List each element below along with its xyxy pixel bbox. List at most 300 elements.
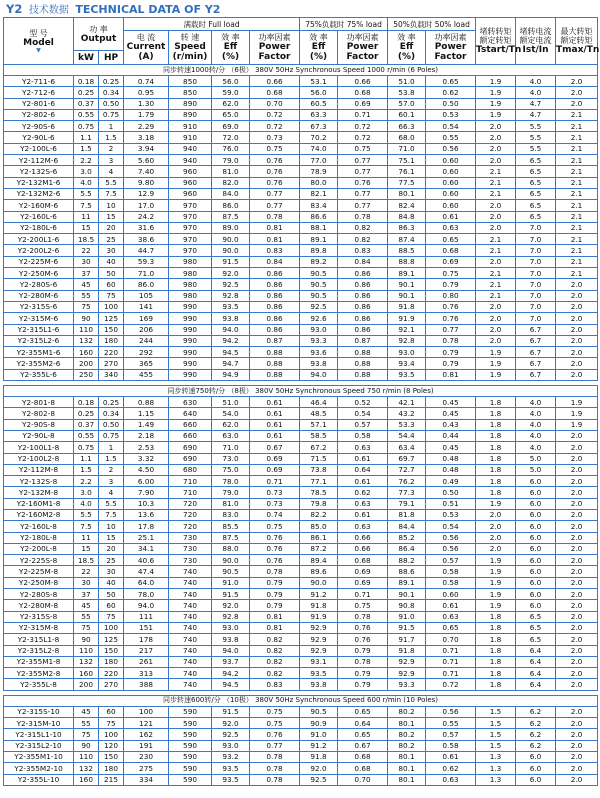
table-cell: 1.5 bbox=[74, 143, 99, 154]
table-cell: 740 bbox=[169, 566, 212, 577]
table-cell: 132 bbox=[74, 763, 99, 774]
table-cell: 7.5 bbox=[74, 200, 99, 211]
table-cell: 75 bbox=[74, 729, 99, 740]
table-row bbox=[4, 555, 598, 566]
table-cell: 5.5 bbox=[74, 188, 99, 199]
table-cell: 89.1 bbox=[300, 234, 338, 245]
table-cell: 0.88 bbox=[338, 347, 388, 358]
table-cell: 38.6 bbox=[124, 234, 169, 245]
table-row bbox=[4, 397, 598, 408]
table-cell: 6.5 bbox=[516, 177, 556, 188]
table-cell: 1.9 bbox=[476, 98, 516, 109]
table-row bbox=[4, 369, 598, 380]
table-cell: 5.5 bbox=[516, 143, 556, 154]
table-cell: 2.0 bbox=[556, 600, 598, 611]
table-cell: 0.52 bbox=[338, 397, 388, 408]
table-row bbox=[4, 464, 598, 475]
table-cell: 0.71 bbox=[250, 476, 300, 487]
model-cell: Y2-90S-8 bbox=[4, 419, 74, 430]
table-cell: 2.0 bbox=[556, 476, 598, 487]
table-cell: 132 bbox=[74, 335, 99, 346]
table-cell: 0.86 bbox=[338, 268, 388, 279]
table-cell: 0.65 bbox=[426, 234, 476, 245]
table-cell: 2.1 bbox=[476, 234, 516, 245]
table-cell: 0.82 bbox=[338, 222, 388, 233]
pf50-header-cn: 功率因素 bbox=[434, 33, 467, 42]
table-cell: 85.2 bbox=[388, 532, 426, 543]
table-cell: 0.50 bbox=[426, 98, 476, 109]
table-cell: 55 bbox=[74, 611, 99, 622]
pf50-header bbox=[426, 31, 476, 65]
table-row bbox=[4, 763, 598, 774]
table-cell: 6.0 bbox=[516, 521, 556, 532]
table-cell: 710 bbox=[169, 487, 212, 498]
table-cell: 313 bbox=[124, 668, 169, 679]
model-cell: Y2-132M1-6 bbox=[4, 177, 74, 188]
table-cell: 4.0 bbox=[516, 87, 556, 98]
table-cell: 2.1 bbox=[556, 211, 598, 222]
table-cell: 2.0 bbox=[556, 729, 598, 740]
table-cell: 1.8 bbox=[476, 611, 516, 622]
table-cell: 0.67 bbox=[250, 442, 300, 453]
table-cell: 590 bbox=[169, 774, 212, 785]
table-cell: 93.4 bbox=[388, 358, 426, 369]
table-cell: 89.4 bbox=[300, 555, 338, 566]
table-row bbox=[4, 476, 598, 487]
model-cell: Y2-160L-6 bbox=[4, 211, 74, 222]
table-cell: 94.0 bbox=[212, 645, 250, 656]
table-cell: 6.0 bbox=[516, 566, 556, 577]
table-cell: 91.9 bbox=[300, 611, 338, 622]
table-cell: 0.66 bbox=[250, 76, 300, 87]
table-cell: 5.5 bbox=[99, 177, 124, 188]
pf-header bbox=[250, 31, 300, 65]
table-cell: 90.1 bbox=[388, 290, 426, 301]
table-cell: 0.75 bbox=[338, 600, 388, 611]
table-cell: 92.8 bbox=[212, 611, 250, 622]
table-cell: 88.8 bbox=[388, 256, 426, 267]
table-cell: 7.0 bbox=[516, 268, 556, 279]
table-cell: 2.0 bbox=[556, 453, 598, 464]
table-row bbox=[4, 256, 598, 267]
eff-header-cn: 效 率 bbox=[221, 33, 240, 42]
table-cell: 2.0 bbox=[476, 200, 516, 211]
table-cell: 92.5 bbox=[212, 729, 250, 740]
table-cell: 30 bbox=[74, 577, 99, 588]
model-cell: Y2-90L-6 bbox=[4, 132, 74, 143]
table-cell: 0.80 bbox=[426, 290, 476, 301]
table-cell: 0.86 bbox=[338, 290, 388, 301]
table-cell: 0.43 bbox=[426, 419, 476, 430]
table-cell: 31.6 bbox=[124, 222, 169, 233]
table-cell: 94.2 bbox=[212, 335, 250, 346]
table-cell: 1.9 bbox=[476, 555, 516, 566]
model-cell: Y2-250M-8 bbox=[4, 577, 74, 588]
table-cell: 6.7 bbox=[516, 324, 556, 335]
table-cell: 45 bbox=[74, 600, 99, 611]
table-cell: 2.1 bbox=[476, 290, 516, 301]
table-cell: 92.1 bbox=[388, 324, 426, 335]
table-cell: 162 bbox=[124, 729, 169, 740]
table-cell: 94.7 bbox=[212, 358, 250, 369]
table-cell: 0.77 bbox=[250, 200, 300, 211]
table-cell: 91.5 bbox=[388, 622, 426, 633]
table-cell: 0.64 bbox=[338, 718, 388, 729]
table-cell: 86.3 bbox=[388, 222, 426, 233]
table-cell: 75 bbox=[99, 718, 124, 729]
table-row bbox=[4, 87, 598, 98]
eff50-header-cn: 效 率 bbox=[397, 33, 416, 42]
model-header-en: Model bbox=[23, 37, 54, 48]
table-cell: 87.4 bbox=[388, 234, 426, 245]
table-cell: 88.1 bbox=[300, 222, 338, 233]
table-cell: 0.63 bbox=[426, 611, 476, 622]
model-cell: Y2-160L-8 bbox=[4, 521, 74, 532]
table-cell: 7.5 bbox=[74, 521, 99, 532]
section-header-row bbox=[4, 386, 598, 397]
table-cell: 15 bbox=[74, 222, 99, 233]
table-cell: 180 bbox=[99, 335, 124, 346]
table-cell: 740 bbox=[169, 679, 212, 690]
table-row bbox=[4, 132, 598, 143]
table-cell: 4 bbox=[99, 487, 124, 498]
table-cell: 270 bbox=[99, 679, 124, 690]
table-cell: 2.0 bbox=[476, 143, 516, 154]
table-cell: 80.1 bbox=[388, 774, 426, 785]
table-cell: 740 bbox=[169, 577, 212, 588]
table-cell: 25 bbox=[99, 555, 124, 566]
table-cell: 275 bbox=[124, 763, 169, 774]
pf50-header-en2: Factor bbox=[434, 52, 467, 62]
table-cell: 710 bbox=[169, 476, 212, 487]
table-cell: 54.4 bbox=[388, 430, 426, 441]
table-cell: 6.0 bbox=[516, 774, 556, 785]
table-cell: 0.79 bbox=[338, 645, 388, 656]
table-cell: 105 bbox=[124, 290, 169, 301]
pf75-header-en1: Power bbox=[346, 42, 379, 52]
table-cell: 89.0 bbox=[212, 222, 250, 233]
table-cell: 0.75 bbox=[250, 706, 300, 717]
table-cell: 91.8 bbox=[388, 645, 426, 656]
table-cell: 6.5 bbox=[516, 622, 556, 633]
table-cell: 55 bbox=[74, 718, 99, 729]
table-cell: 125 bbox=[99, 313, 124, 324]
table-cell: 0.60 bbox=[426, 589, 476, 600]
table-cell: 5.60 bbox=[124, 155, 169, 166]
table-cell: 0.50 bbox=[99, 419, 124, 430]
table-cell: 0.60 bbox=[426, 166, 476, 177]
table-cell: 56.0 bbox=[212, 76, 250, 87]
table-cell: 0.88 bbox=[338, 369, 388, 380]
table-row bbox=[4, 347, 598, 358]
table-cell: 2.0 bbox=[476, 324, 516, 335]
table-cell: 0.69 bbox=[250, 453, 300, 464]
table-cell: 80.2 bbox=[388, 740, 426, 751]
table-cell: 2.0 bbox=[556, 279, 598, 290]
table-cell: 6.7 bbox=[516, 347, 556, 358]
ist-header bbox=[516, 18, 556, 65]
table-cell: 42.1 bbox=[388, 397, 426, 408]
table-cell: 93.0 bbox=[212, 740, 250, 751]
table-cell: 6.0 bbox=[516, 476, 556, 487]
table-cell: 6.5 bbox=[516, 188, 556, 199]
table-cell: 590 bbox=[169, 706, 212, 717]
table-cell: 0.81 bbox=[250, 622, 300, 633]
table-cell: 0.56 bbox=[426, 532, 476, 543]
table-row bbox=[4, 200, 598, 211]
table-cell: 740 bbox=[169, 600, 212, 611]
table-cell: 84.4 bbox=[388, 521, 426, 532]
table-cell: 2.1 bbox=[476, 177, 516, 188]
table-cell: 4.7 bbox=[516, 109, 556, 120]
table-cell: 37 bbox=[74, 268, 99, 279]
table-cell: 6.0 bbox=[516, 589, 556, 600]
speed-header-en: Speed bbox=[174, 42, 206, 52]
table-cell: 0.65 bbox=[426, 76, 476, 87]
table-row bbox=[4, 498, 598, 509]
pf-header-cn: 功率因素 bbox=[258, 33, 291, 42]
table-cell: 80.2 bbox=[388, 729, 426, 740]
table-row bbox=[4, 600, 598, 611]
table-cell: 94.2 bbox=[212, 668, 250, 679]
table-cell: 2.0 bbox=[556, 679, 598, 690]
model-cell: Y2-355L-8 bbox=[4, 679, 74, 690]
table-cell: 2.0 bbox=[556, 442, 598, 453]
table-cell: 92.5 bbox=[212, 279, 250, 290]
table-cell: 82.1 bbox=[300, 188, 338, 199]
table-cell: 0.76 bbox=[426, 313, 476, 324]
table-cell: 82.2 bbox=[300, 509, 338, 520]
table-cell: 0.57 bbox=[426, 555, 476, 566]
table-cell: 0.79 bbox=[338, 679, 388, 690]
section-label: 同步转速600转/分 （10极） 380V 50Hz Synchronous Speed 600 r/min (10 Poles) bbox=[4, 695, 598, 706]
table-cell: 0.63 bbox=[426, 774, 476, 785]
table-body bbox=[4, 18, 598, 786]
model-cell: Y2-315L2-6 bbox=[4, 335, 74, 346]
table-cell: 4.0 bbox=[516, 408, 556, 419]
table-cell: 850 bbox=[169, 76, 212, 87]
table-cell: 0.45 bbox=[426, 442, 476, 453]
table-cell: 0.64 bbox=[338, 464, 388, 475]
table-cell: 91.5 bbox=[212, 589, 250, 600]
table-cell: 200 bbox=[74, 358, 99, 369]
model-cell: Y2-112M-6 bbox=[4, 155, 74, 166]
table-row bbox=[4, 155, 598, 166]
table-cell: 0.87 bbox=[338, 335, 388, 346]
table-cell: 80.0 bbox=[300, 177, 338, 188]
table-cell: 2.1 bbox=[556, 166, 598, 177]
table-cell: 0.86 bbox=[338, 301, 388, 312]
table-cell: 79.1 bbox=[388, 498, 426, 509]
table-cell: 630 bbox=[169, 397, 212, 408]
model-cell: Y2-132M2-6 bbox=[4, 188, 74, 199]
table-cell: 1.9 bbox=[476, 600, 516, 611]
table-cell: 0.48 bbox=[426, 453, 476, 464]
table-cell: 0.53 bbox=[426, 509, 476, 520]
table-cell: 0.76 bbox=[338, 622, 388, 633]
model-cell: Y2-100L1-8 bbox=[4, 442, 74, 453]
table-cell: 92.9 bbox=[388, 656, 426, 667]
table-cell: 0.60 bbox=[426, 155, 476, 166]
technical-data-table bbox=[3, 17, 598, 786]
table-cell: 55 bbox=[74, 290, 99, 301]
table-cell: 660 bbox=[169, 419, 212, 430]
table-cell: 0.76 bbox=[250, 543, 300, 554]
table-cell: 4.7 bbox=[516, 98, 556, 109]
table-cell: 0.79 bbox=[338, 668, 388, 679]
table-cell: 0.54 bbox=[426, 521, 476, 532]
table-cell: 10 bbox=[99, 200, 124, 211]
table-cell: 3.32 bbox=[124, 453, 169, 464]
table-cell: 37 bbox=[74, 589, 99, 600]
table-cell: 2.29 bbox=[124, 121, 169, 132]
table-cell: 1.3 bbox=[476, 763, 516, 774]
table-row bbox=[4, 177, 598, 188]
table-cell: 1.8 bbox=[476, 397, 516, 408]
table-cell: 90 bbox=[74, 634, 99, 645]
table-cell: 2.1 bbox=[556, 234, 598, 245]
table-cell: 57.1 bbox=[300, 419, 338, 430]
pf75-header-en2: Factor bbox=[346, 52, 379, 62]
table-cell: 90.5 bbox=[300, 268, 338, 279]
table-cell: 1.79 bbox=[124, 109, 169, 120]
table-cell: 7.0 bbox=[516, 290, 556, 301]
table-cell: 0.77 bbox=[338, 155, 388, 166]
table-cell: 2.0 bbox=[556, 521, 598, 532]
table-cell: 93.1 bbox=[300, 656, 338, 667]
table-row bbox=[4, 622, 598, 633]
table-cell: 2.0 bbox=[476, 521, 516, 532]
table-cell: 0.63 bbox=[338, 498, 388, 509]
table-cell: 80.1 bbox=[388, 763, 426, 774]
table-cell: 17.0 bbox=[124, 200, 169, 211]
table-cell: 69.7 bbox=[388, 453, 426, 464]
model-cell: Y2-315M-10 bbox=[4, 718, 74, 729]
model-cell: Y2-200L2-6 bbox=[4, 245, 74, 256]
eff50-header-unit: (%) bbox=[397, 52, 416, 62]
table-cell: 244 bbox=[124, 335, 169, 346]
table-cell: 75.0 bbox=[212, 464, 250, 475]
table-cell: 0.86 bbox=[250, 301, 300, 312]
table-cell: 72.0 bbox=[212, 132, 250, 143]
table-cell: 0.60 bbox=[426, 177, 476, 188]
table-cell: 1.9 bbox=[476, 347, 516, 358]
table-cell: 334 bbox=[124, 774, 169, 785]
table-cell: 150 bbox=[99, 751, 124, 762]
model-cell: Y2-160M1-8 bbox=[4, 498, 74, 509]
table-cell: 2.0 bbox=[556, 611, 598, 622]
model-cell: Y2-355M1-10 bbox=[4, 751, 74, 762]
table-cell: 1.5 bbox=[476, 706, 516, 717]
table-cell: 9.80 bbox=[124, 177, 169, 188]
table-cell: 0.75 bbox=[74, 442, 99, 453]
speed-header bbox=[169, 31, 212, 65]
table-cell: 2.1 bbox=[556, 188, 598, 199]
table-cell: 92.9 bbox=[388, 668, 426, 679]
ist-header-en: Ist/In bbox=[522, 45, 549, 55]
model-cell: Y2-315S-6 bbox=[4, 301, 74, 312]
table-cell: 15 bbox=[99, 211, 124, 222]
table-cell: 7.5 bbox=[99, 188, 124, 199]
table-cell: 7.0 bbox=[516, 301, 556, 312]
eff50-header bbox=[388, 31, 426, 65]
model-cell: Y2-100L2-8 bbox=[4, 453, 74, 464]
table-cell: 0.86 bbox=[338, 279, 388, 290]
table-cell: 53.3 bbox=[388, 419, 426, 430]
table-cell: 4.0 bbox=[516, 419, 556, 430]
table-cell: 84.0 bbox=[212, 188, 250, 199]
output-header-en: Output bbox=[80, 33, 117, 44]
table-cell: 73.0 bbox=[212, 453, 250, 464]
table-cell: 0.73 bbox=[250, 487, 300, 498]
table-cell: 17.8 bbox=[124, 521, 169, 532]
table-cell: 0.56 bbox=[426, 706, 476, 717]
table-cell: 89.1 bbox=[388, 577, 426, 588]
table-cell: 88.0 bbox=[212, 543, 250, 554]
table-cell: 0.83 bbox=[250, 679, 300, 690]
table-cell: 0.61 bbox=[426, 211, 476, 222]
table-cell: 0.82 bbox=[250, 668, 300, 679]
table-cell: 72.7 bbox=[388, 464, 426, 475]
table-row bbox=[4, 245, 598, 256]
table-cell: 66.3 bbox=[388, 121, 426, 132]
table-cell: 100 bbox=[99, 729, 124, 740]
table-cell: 80.1 bbox=[388, 188, 426, 199]
table-cell: 92.9 bbox=[300, 634, 338, 645]
table-cell: 67.3 bbox=[300, 121, 338, 132]
table-cell: 90.5 bbox=[300, 290, 338, 301]
table-cell: 110 bbox=[74, 751, 99, 762]
tmax-header bbox=[556, 18, 598, 65]
table-cell: 2.18 bbox=[124, 430, 169, 441]
table-cell: 980 bbox=[169, 279, 212, 290]
table-cell: 2.0 bbox=[556, 335, 598, 346]
table-cell: 6.5 bbox=[516, 155, 556, 166]
load-50-header bbox=[388, 18, 476, 31]
table-cell: 4.0 bbox=[516, 442, 556, 453]
table-cell: 0.81 bbox=[250, 611, 300, 622]
table-cell: 1.8 bbox=[476, 476, 516, 487]
table-cell: 81.8 bbox=[388, 509, 426, 520]
table-cell: 25 bbox=[99, 234, 124, 245]
table-cell: 0.61 bbox=[250, 419, 300, 430]
table-cell: 70.2 bbox=[300, 132, 338, 143]
table-cell: 0.60 bbox=[426, 200, 476, 211]
table-cell: 151 bbox=[124, 622, 169, 633]
eff-header-unit: (%) bbox=[221, 52, 240, 62]
table-cell: 0.61 bbox=[338, 476, 388, 487]
table-cell: 18.5 bbox=[74, 234, 99, 245]
table-cell: 1.9 bbox=[476, 566, 516, 577]
table-cell: 141 bbox=[124, 301, 169, 312]
table-cell: 92.5 bbox=[300, 774, 338, 785]
table-cell: 100 bbox=[99, 301, 124, 312]
table-cell: 94.0 bbox=[212, 324, 250, 335]
table-cell: 740 bbox=[169, 634, 212, 645]
model-cell: Y2-180L-6 bbox=[4, 222, 74, 233]
model-cell: Y2-802-8 bbox=[4, 408, 74, 419]
table-cell: 690 bbox=[169, 442, 212, 453]
table-cell: 6.4 bbox=[516, 679, 556, 690]
eff-header-en: Eff bbox=[223, 42, 238, 52]
full-load-header-cn: 满载时 bbox=[183, 19, 206, 29]
table-cell: 990 bbox=[169, 347, 212, 358]
model-cell: Y2-280S-8 bbox=[4, 589, 74, 600]
table-cell: 59.0 bbox=[212, 87, 250, 98]
table-cell: 0.76 bbox=[250, 532, 300, 543]
table-cell: 77.0 bbox=[300, 155, 338, 166]
table-cell: 75 bbox=[99, 290, 124, 301]
